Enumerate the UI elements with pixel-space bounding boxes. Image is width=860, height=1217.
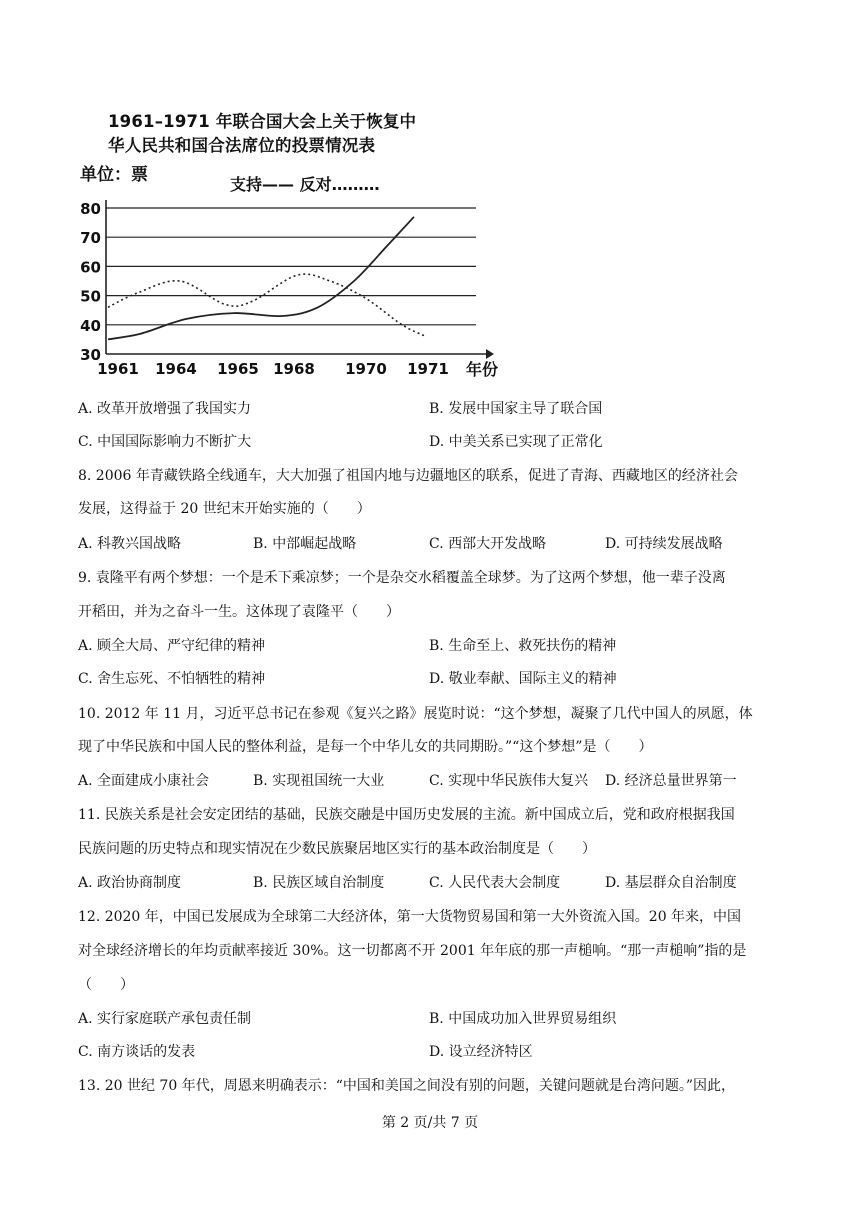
- x-tick-1971: 1971: [407, 360, 449, 378]
- x-tick-labels: [97, 360, 449, 378]
- q12-option-c: C. 南方谈话的发表: [78, 1044, 196, 1060]
- q11-option-c: C. 人民代表大会制度: [429, 875, 561, 891]
- vote-chart: [74, 104, 514, 394]
- q9-option-c: C. 舍生忘死、不怕牺牲的精神: [78, 671, 266, 687]
- y-tick-60: 60: [80, 258, 101, 277]
- q10-stem-line-1: 10. 2012 年 11 月，习近平总书记在参观《复兴之路》展览时说：“这个梦想，凝聚了几代中国人的夙愿，体: [78, 706, 753, 722]
- y-tick-40: 40: [80, 316, 101, 335]
- q12-stem-line-3: （ ）: [78, 977, 134, 993]
- chart-title-line-1: 1961–1971 年联合国大会上关于恢复中: [108, 112, 417, 131]
- q12-stem-line-2: 对全球经济增长的年均贡献率接近 30%。这一切都离不开 2001 年年底的那一声槌响。“那一声槌响”指的是: [78, 943, 747, 959]
- q8-stem-line-2: 发展，这得益于 20 世纪末开始实施的（ ）: [78, 501, 371, 517]
- q10-stem-line-2: 现了中华民族和中国人民的整体利益，是每一个中华儿女的共同期盼。”“这个梦想”是（ ）: [78, 739, 653, 755]
- q10-option-a: A. 全面建成小康社会: [78, 773, 210, 789]
- q9-option-b: B. 生命至上、救死扶伤的精神: [429, 638, 617, 654]
- x-tick-1961: 1961: [97, 360, 139, 378]
- q10-option-b: B. 实现祖国统一大业: [253, 773, 385, 789]
- q7-option-b: B. 发展中国家主导了联合国: [429, 401, 603, 417]
- q9-stem-line-1: 9. 袁隆平有两个梦想：一个是禾下乘凉梦；一个是杂交水稻覆盖全球梦。为了这两个梦想，他一辈子没离: [78, 570, 726, 586]
- y-tick-labels: [80, 200, 101, 364]
- series-line-support: [108, 217, 414, 340]
- x-axis-arrow: [486, 349, 494, 359]
- q11-option-b: B. 民族区域自治制度: [253, 875, 385, 891]
- q12-option-a: A. 实行家庭联产承包责任制: [78, 1011, 252, 1027]
- y-axis-label: 单位：票: [80, 165, 148, 185]
- chart-title-line-2: 华人民共和国合法席位的投票情况表: [108, 136, 376, 155]
- q9-option-a: A. 顾全大局、严守纪律的精神: [78, 638, 266, 654]
- q11-option-a: A. 政治协商制度: [78, 875, 182, 891]
- x-axis-label: 年份: [466, 360, 499, 379]
- q11-option-d: D. 基层群众自治制度: [605, 875, 737, 891]
- x-tick-1968: 1968: [273, 360, 315, 378]
- q9-stem-line-2: 开稻田，并为之奋斗一生。这体现了袁隆平（ ）: [78, 604, 400, 620]
- q13-stem-line-1: 13. 20 世纪 70 年代，周恩来明确表示：“中国和美国之间没有别的问题，关键问题就是台湾问题。”因此，: [78, 1078, 736, 1094]
- q10-option-c: C. 实现中华民族伟大复兴: [429, 773, 589, 789]
- y-tick-80: 80: [80, 200, 101, 218]
- y-tick-70: 70: [80, 229, 101, 248]
- x-tick-1965: 1965: [217, 360, 259, 378]
- q10-option-d: D. 经济总量世界第一: [605, 773, 737, 789]
- chart-legend: 支持—— 反对………: [230, 175, 380, 194]
- q8-option-c: C. 西部大开发战略: [429, 536, 547, 552]
- q8-option-b: B. 中部崛起战略: [253, 536, 357, 552]
- q9-option-d: D. 敬业奉献、国际主义的精神: [429, 671, 617, 687]
- chart-series: [108, 217, 426, 340]
- series-line-oppose: [108, 274, 426, 336]
- q11-stem-line-1: 11. 民族关系是社会安定团结的基础，民族交融是中国历史发展的主流。新中国成立后，党和政府根据我国: [78, 807, 735, 823]
- chart-grid: [106, 208, 476, 325]
- page-footer: 第 2 页/共 7 页: [381, 1115, 479, 1131]
- q8-stem-line-1: 8. 2006 年青藏铁路全线通车，大大加强了祖国内地与边疆地区的联系，促进了青海、西藏地区的经济社会: [78, 468, 738, 484]
- q7-option-c: C. 中国国际影响力不断扩大: [78, 434, 252, 450]
- x-tick-1970: 1970: [345, 360, 387, 378]
- x-tick-1964: 1964: [155, 360, 197, 378]
- chart-axes: [106, 200, 494, 359]
- y-tick-30: 30: [80, 346, 101, 364]
- q12-option-d: D. 设立经济特区: [429, 1044, 533, 1060]
- y-tick-50: 50: [80, 287, 101, 306]
- q8-option-a: A. 科教兴国战略: [78, 536, 182, 552]
- q12-stem-line-1: 12. 2020 年，中国已发展成为全球第二大经济体，第一大货物贸易国和第一大外资流入国。20 年来，中国: [78, 909, 742, 925]
- q11-stem-line-2: 民族问题的历史特点和现实情况在少数民族聚居地区实行的基本政治制度是（ ）: [78, 841, 596, 857]
- chart-plot: [74, 104, 514, 394]
- q7-option-a: A. 改革开放增强了我国实力: [78, 401, 252, 417]
- q7-option-d: D. 中美关系已实现了正常化: [429, 434, 603, 450]
- q12-option-b: B. 中国成功加入世界贸易组织: [429, 1011, 617, 1027]
- q8-option-d: D. 可持续发展战略: [605, 536, 723, 552]
